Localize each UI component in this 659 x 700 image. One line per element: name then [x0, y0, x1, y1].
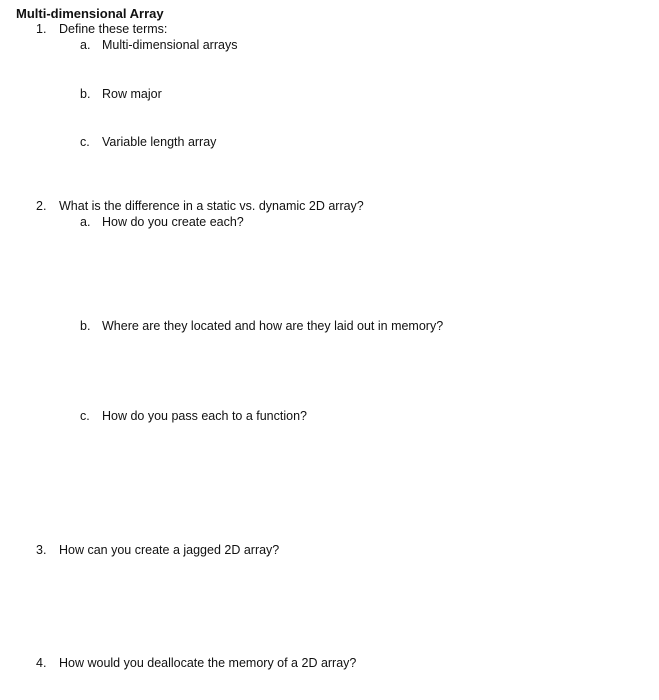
question-2a-text: How do you create each? [102, 215, 244, 229]
question-4-text: How would you deallocate the memory of a 2D array? [59, 656, 357, 670]
question-2b-marker: b. [80, 319, 91, 333]
question-1a-marker: a. [80, 38, 91, 52]
question-3-text: How can you create a jagged 2D array? [59, 543, 280, 557]
question-1-marker: 1. [36, 22, 47, 36]
question-4-marker: 4. [36, 656, 47, 670]
question-1c-marker: c. [80, 135, 90, 149]
question-2-text: What is the difference in a static vs. dynamic 2D array? [59, 199, 364, 213]
question-2b-text: Where are they located and how are they laid out in memory? [102, 319, 444, 333]
question-2-marker: 2. [36, 199, 47, 213]
question-2c-text: How do you pass each to a function? [102, 409, 307, 423]
question-1b-marker: b. [80, 87, 91, 101]
question-2c-marker: c. [80, 409, 90, 423]
question-2a-marker: a. [80, 215, 91, 229]
question-1a-text: Multi-dimensional arrays [102, 38, 238, 52]
question-1b-text: Row major [102, 87, 162, 101]
question-1c-text: Variable length array [102, 135, 217, 149]
question-1-text: Define these terms: [59, 22, 168, 36]
question-3-marker: 3. [36, 543, 47, 557]
document-title: Multi-dimensional Array [16, 6, 164, 21]
